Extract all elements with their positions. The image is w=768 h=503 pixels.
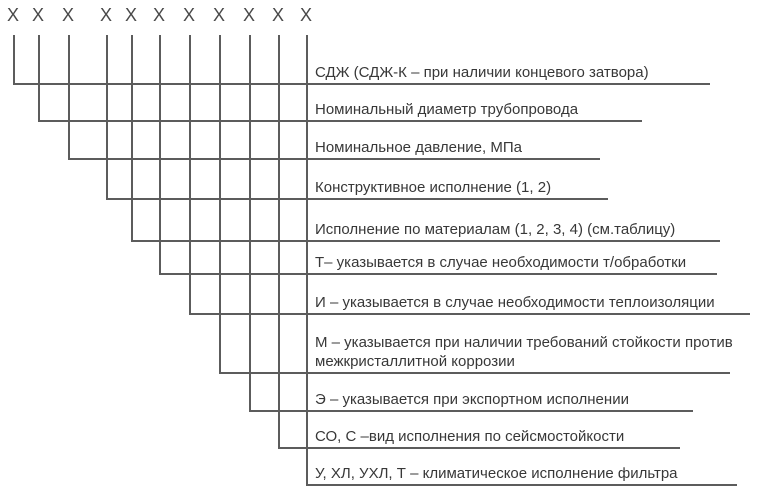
x-mark-3: X xyxy=(61,5,74,25)
label-corrosion-resistance: М – указывается при наличии требований стойкости против межкристаллитной коррозии xyxy=(315,334,733,370)
x-mark-10: X xyxy=(271,5,284,25)
underline-connector-1 xyxy=(13,83,710,85)
label-export-version: Э – указывается при экспортном исполнении xyxy=(315,391,629,408)
underline-connector-7 xyxy=(189,313,750,315)
x-mark-2: X xyxy=(31,5,44,25)
x-mark-7: X xyxy=(182,5,195,25)
vertical-connector-4 xyxy=(106,35,108,198)
label-nominal-pressure: Номинальное давление, МПа xyxy=(315,139,522,156)
underline-connector-6 xyxy=(159,273,717,275)
vertical-connector-8 xyxy=(219,35,221,372)
x-mark-5: X xyxy=(124,5,137,25)
underline-connector-11 xyxy=(306,484,737,486)
label-nominal-diameter: Номинальный диаметр трубопровода xyxy=(315,101,579,118)
label-thermal-insulation: И – указывается в случае необходимости теплоизоляции xyxy=(315,294,715,311)
label-material-version: Исполнение по материалам (1, 2, 3, 4) (см.таблицу) xyxy=(315,221,676,238)
label-product-type: СДЖ (СДЖ-К – при наличии концевого затвора) xyxy=(315,64,649,81)
x-mark-6: X xyxy=(152,5,165,25)
vertical-connector-9 xyxy=(249,35,251,410)
underline-connector-8 xyxy=(219,372,730,374)
label-heat-treatment: Т– указывается в случае необходимости т/обработки xyxy=(315,254,687,271)
vertical-connector-6 xyxy=(159,35,161,273)
vertical-connector-11 xyxy=(306,35,308,484)
underline-connector-10 xyxy=(278,447,680,449)
x-mark-4: X xyxy=(99,5,112,25)
underline-connector-3 xyxy=(68,158,600,160)
underline-connector-9 xyxy=(249,410,693,412)
x-mark-1: X xyxy=(6,5,19,25)
vertical-connector-7 xyxy=(189,35,191,313)
underline-connector-5 xyxy=(131,240,720,242)
vertical-connector-1 xyxy=(13,35,15,83)
label-seismic-resistance: СО, С –вид исполнения по сейсмостойкости xyxy=(315,428,625,445)
x-mark-8: X xyxy=(212,5,225,25)
underline-connector-2 xyxy=(38,120,642,122)
label-design-version: Конструктивное исполнение (1, 2) xyxy=(315,179,552,196)
vertical-connector-5 xyxy=(131,35,133,240)
label-climatic-version: У, ХЛ, УХЛ, Т – климатическое исполнение фильтра xyxy=(315,465,678,482)
x-mark-11: X xyxy=(299,5,312,25)
vertical-connector-2 xyxy=(38,35,40,120)
vertical-connector-3 xyxy=(68,35,70,158)
x-mark-9: X xyxy=(242,5,255,25)
underline-connector-4 xyxy=(106,198,608,200)
